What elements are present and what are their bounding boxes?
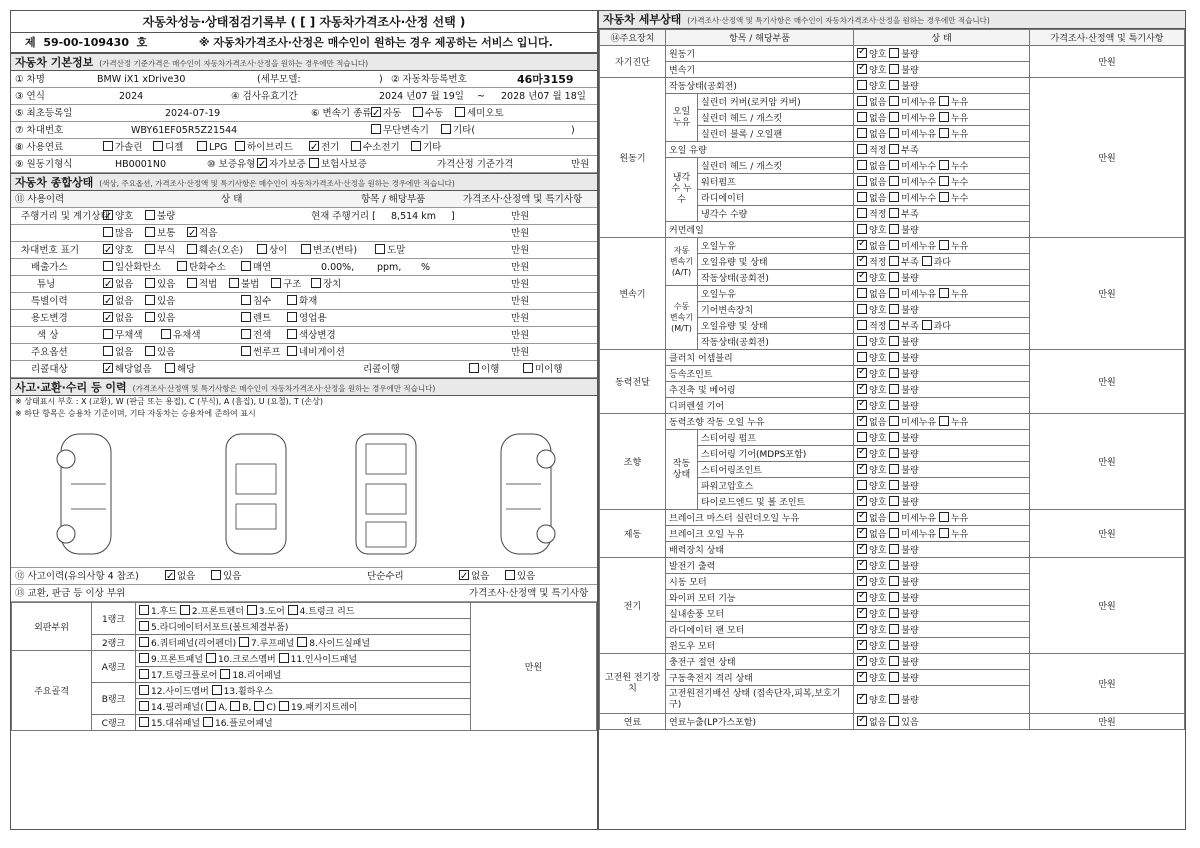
checkbox[interactable] (271, 278, 281, 288)
checkbox[interactable] (375, 244, 385, 254)
checkbox[interactable] (145, 346, 155, 356)
checkbox[interactable] (103, 329, 113, 339)
checkbox[interactable] (459, 570, 469, 580)
checkbox[interactable] (857, 464, 867, 474)
checkbox[interactable] (103, 261, 113, 271)
checkbox[interactable] (351, 141, 361, 151)
checkbox[interactable] (241, 295, 251, 305)
cert-no-suffix: 호 (136, 36, 148, 49)
checkbox[interactable] (241, 346, 251, 356)
checkbox[interactable] (411, 141, 421, 151)
checkbox[interactable] (161, 329, 171, 339)
cert-no: 59-00-109430 (43, 36, 129, 49)
checkbox[interactable] (230, 701, 240, 711)
checkbox[interactable] (857, 96, 867, 106)
checkbox[interactable] (857, 176, 867, 186)
checkbox[interactable] (889, 288, 899, 298)
checkbox[interactable] (287, 295, 297, 305)
checkbox[interactable] (889, 160, 899, 170)
checkbox[interactable] (103, 312, 113, 322)
checkbox[interactable] (197, 141, 207, 151)
overall-section-title: 자동차 종합상태 (색상, 주요옵션, 가격조사·산정액 및 특기사항은 매수인이 자동차가격조사·산정을 원하는 경우에만 적습니다) (11, 173, 597, 191)
car-name: BMW iX1 xDrive30 (97, 74, 186, 85)
checkbox[interactable] (857, 544, 867, 554)
overall-status: ⑪ 사용이력 상 태 항목 / 해당부품 가격조사·산정액 및 특기사항 주행거리 및 계기상태 ✓ 양호 불량 현재 주행거리 [ 8,514 km ] 만원 많음 보통 ✓ 적음 만원 차대번호 표기 ✓ 양호 부식 훼손(오손) 상이 변조(변타) 도말 만원 배출가스 일산화탄소 탄화수소 매연 0.00%, ppm, % 만원 튜닝 ✓ 없음 있음 적법 불법 구조 장치 만원 특별이력 ✓ 없음 있음 침수 화재 만원 용도변경 ✓ 없음 있음 렌트 영업용 만원 색 상 무채색 유채색 전색 색상변경 만원 주요옵션 없음 있음 썬루프 네비게이션 만원 리콜대상 ✓ 해당없음 해당 리콜이행 이행 미이행 (11, 191, 597, 378)
checkbox[interactable] (889, 64, 899, 74)
checkbox[interactable] (857, 694, 867, 704)
car-diagram (11, 420, 597, 568)
checkbox[interactable] (371, 107, 381, 117)
checkbox[interactable] (441, 124, 451, 134)
checkbox[interactable] (857, 448, 867, 458)
checkbox[interactable] (889, 560, 899, 570)
checkbox[interactable] (220, 669, 230, 679)
parts-table: 외판부위 1랭크 1.후드 2.프론트펜더 3.도어 4.트렁크 리드 만원 5.라디에이터서포트(볼트체결부품) 2랭크 6.쿼터패널(리어펜더) 7.루프패널 8.사이드실패널 주요골격 A랭크 9.프론트패널 10.크로스멤버 11.인사이드패널 17.트렁크플로어 18.리어패널 B랭크 12.사이드멤버 13.휠하우스 14.필러패널( A, B, C) 19.패키지트레이 C랭크 15.대쉬패널 16.플로어패널 (11, 602, 597, 731)
checkbox[interactable] (139, 621, 149, 631)
checkbox[interactable] (857, 416, 867, 426)
checkbox[interactable] (889, 656, 899, 666)
checkbox[interactable] (889, 512, 899, 522)
checkbox[interactable] (857, 496, 867, 506)
checkbox[interactable] (505, 570, 515, 580)
checkbox[interactable] (889, 256, 899, 266)
form-title: 자동차성능·상태점검기록부 ( [ ] 자동차가격조사·산정 선택 ) (11, 11, 597, 33)
checkbox[interactable] (212, 685, 222, 695)
legend-1: ※ 상태표시 부호 : X (교환), W (판금 또는 용접), C (부식), A (흠집), U (요철), T (손상) (15, 397, 324, 406)
checkbox[interactable] (857, 608, 867, 618)
checkbox[interactable] (889, 208, 899, 218)
checkbox[interactable] (241, 329, 251, 339)
checkbox[interactable] (139, 669, 149, 679)
checkbox[interactable] (857, 288, 867, 298)
checkbox[interactable] (922, 256, 932, 266)
checkbox[interactable] (889, 480, 899, 490)
checkbox[interactable] (889, 694, 899, 704)
checkbox[interactable] (469, 363, 479, 373)
checkbox[interactable] (889, 448, 899, 458)
checkbox[interactable] (939, 528, 949, 538)
checkbox[interactable] (455, 107, 465, 117)
checkbox[interactable] (103, 295, 113, 305)
checkbox[interactable] (257, 244, 267, 254)
checkbox[interactable] (247, 605, 257, 615)
checkbox[interactable] (857, 80, 867, 90)
checkbox[interactable] (889, 112, 899, 122)
checkbox[interactable] (857, 560, 867, 570)
checkbox[interactable] (279, 701, 289, 711)
checkbox[interactable] (889, 384, 899, 394)
checkbox[interactable] (889, 352, 899, 362)
checkbox[interactable] (301, 244, 311, 254)
checkbox[interactable] (145, 244, 155, 254)
cert-no-label: 제 (25, 36, 36, 49)
checkbox[interactable] (857, 304, 867, 314)
checkbox[interactable] (939, 240, 949, 250)
checkbox[interactable] (857, 128, 867, 138)
checkbox[interactable] (103, 346, 113, 356)
checkbox[interactable] (235, 141, 245, 151)
checkbox[interactable] (889, 496, 899, 506)
checkbox[interactable] (857, 716, 867, 726)
checkbox[interactable] (857, 192, 867, 202)
checkbox[interactable] (139, 717, 149, 727)
checkbox[interactable] (939, 512, 949, 522)
checkbox[interactable] (857, 400, 867, 410)
checkbox[interactable] (279, 653, 289, 663)
checkbox[interactable] (241, 312, 251, 322)
checkbox[interactable] (139, 653, 149, 663)
cert-line (11, 33, 597, 53)
checkbox[interactable] (206, 701, 216, 711)
checkbox[interactable] (939, 160, 949, 170)
checkbox[interactable] (165, 570, 175, 580)
checkbox[interactable] (857, 672, 867, 682)
checkbox[interactable] (889, 272, 899, 282)
car-frame-icon (331, 424, 441, 564)
checkbox[interactable] (857, 224, 867, 234)
car-side-left-icon (41, 424, 131, 564)
checkbox[interactable] (939, 416, 949, 426)
checkbox[interactable] (889, 432, 899, 442)
checkbox[interactable] (857, 528, 867, 538)
checkbox[interactable] (857, 432, 867, 442)
checkbox[interactable] (889, 528, 899, 538)
detail-table: ⑭주요장치 항목 / 해당부품 상 태 가격조사·산정액 및 특기사항 자기진단 원동기 ✓ 양호 불량 만원 변속기 ✓ 양호 불량 원동기 작동상태(공회전) 양호 불량 만원 오일 누유 실린더 커버(로커암 커버) 없음 미세누유 누유 실린더 헤드 / 개스킷 없음 미세누유 누유 실린더 블록 / 오일팬 없음 미세누유 누유 오일 유량 적정 부족 냉각수 누수 실린더 헤드 / 개스킷 없음 미세누수 누수 워터펌프 없음 미세누수 누수 라디에이터 없음 미세누수 누수 냉각수 수량 적정 부족 커먼레일 양호 불량 변속기 자동 변속기 (A/T) 오일누유 ✓ 없음 미세누유 누유 만원 오일유량 및 상태 ✓ 적정 부족 과다 작동상태(공회전) ✓ 양호 불량 수동 변속기 (M/T) 오일누유 없음 미세누유 누유 기어변속장치 양호 불량 오일유량 및 상태 적정 부족 과다 작동상태(공회전) 양호 불량 동력전달 클러치 어셈블리 양호 불량 만원 등속조인트 ✓ 양호 불량 추진축 및 베어링 ✓ 양호 불량 디퍼렌셜 기어 ✓ 양호 불량 조향 동력조향 작동 오일 누유 ✓ 없음 미세누유 누유 만원 작동 상태 스티어링 펌프 양호 불량 스티어링 기어(MDPS포함) ✓ 양호 불량 스티어링조인트 ✓ 양호 불량 파워고압호스 양호 불량 타이로드엔드 및 볼 조인트 ✓ 양호 불량 제동 브레이크 마스터 실린더오일 누유 ✓ 없음 미세누유 누유 만원 브레이크 오일 누유 ✓ 없음 미세누유 누유 배력장치 상태 ✓ 양호 불량 전기 발전기 출력 ✓ 양호 불량 만원 시동 모터 ✓ 양호 불량 와이퍼 모터 기능 ✓ 양호 불량 실내송풍 모터 ✓ 양호 불량 라디에이터 팬 모터 ✓ 양호 불량 윈도우 모터 ✓ 양호 불량 고전원 전기장치 충전구 절연 상태 ✓ 양호 불량 만원 구동축전지 격리 상태 ✓ 양호 불량 고전원전기배선 상태 (접속단자,피복,보호기구) ✓ 양호 불량 연료 연료누출(LP가스포함) ✓ 없음 있음 만원 (599, 29, 1185, 730)
checkbox[interactable] (857, 480, 867, 490)
checkbox[interactable] (371, 124, 381, 134)
checkbox[interactable] (889, 128, 899, 138)
checkbox[interactable] (287, 312, 297, 322)
checkbox[interactable] (889, 96, 899, 106)
checkbox[interactable] (939, 192, 949, 202)
checkbox[interactable] (889, 176, 899, 186)
checkbox[interactable] (103, 363, 113, 373)
checkbox[interactable] (297, 637, 307, 647)
checkbox[interactable] (889, 304, 899, 314)
accident-section-title: 사고·교환·수리 등 이력 (가격조사·산정액 및 특기사항은 매수인이 자동차가격조사·산정을 원하는 경우에만 적습니다) (11, 378, 597, 396)
checkbox[interactable] (939, 176, 949, 186)
checkbox[interactable] (857, 656, 867, 666)
legend-2: ※ 하단 항목은 승용차 기준이며, 기타 자동차는 승용차에 준하여 표시 (15, 409, 256, 418)
checkbox[interactable] (103, 141, 113, 151)
checkbox[interactable] (211, 570, 221, 580)
checkbox[interactable] (939, 288, 949, 298)
engine-type: HB0001N0 (115, 159, 166, 170)
checkbox[interactable] (187, 278, 197, 288)
checkbox[interactable] (523, 363, 533, 373)
checkbox[interactable] (103, 278, 113, 288)
checkbox[interactable] (889, 624, 899, 634)
checkbox[interactable] (889, 80, 899, 90)
checkbox[interactable] (889, 544, 899, 554)
checkbox[interactable] (145, 278, 155, 288)
checkbox[interactable] (857, 240, 867, 250)
checkbox[interactable] (857, 64, 867, 74)
checkbox[interactable] (311, 278, 321, 288)
checkbox[interactable] (889, 320, 899, 330)
checkbox[interactable] (889, 336, 899, 346)
checkbox[interactable] (857, 272, 867, 282)
checkbox[interactable] (889, 144, 899, 154)
checkbox[interactable] (257, 158, 267, 168)
checkbox[interactable] (139, 637, 149, 647)
checkbox[interactable] (187, 227, 197, 237)
reg-no: 46마3159 (517, 73, 574, 86)
checkbox[interactable] (309, 158, 319, 168)
checkbox[interactable] (309, 141, 319, 151)
checkbox[interactable] (145, 210, 155, 220)
checkbox[interactable] (857, 208, 867, 218)
right-sheet (598, 10, 1186, 830)
checkbox[interactable] (889, 48, 899, 58)
checkbox[interactable] (939, 128, 949, 138)
checkbox[interactable] (203, 717, 213, 727)
checkbox[interactable] (857, 512, 867, 522)
checkbox[interactable] (857, 160, 867, 170)
checkbox[interactable] (103, 227, 113, 237)
checkbox[interactable] (206, 653, 216, 663)
checkbox[interactable] (103, 244, 113, 254)
checkbox[interactable] (889, 224, 899, 234)
checkbox[interactable] (889, 672, 899, 682)
car-side-right-icon (481, 424, 571, 564)
checkbox[interactable] (857, 576, 867, 586)
first-reg: 2024-07-19 (165, 108, 221, 119)
basic-info: ① 차명 BMW iX1 xDrive30 (세부모델: ) ② 자동차등록번호 46마3159 ③ 연식 2024 ④ 검사유효기간 2024 년07 월 19일 ~ 2028 년07 월 18일 ⑤ 최초등록일 2024-07-19 ⑥ 변속기 종류 ✓ 자동 수동 세미오토 ⑦ 차대번호 WBY61EF05R5Z21544 무단변속기 기타( ) ⑧ 사용연료 가솔린 디젤 LPG 하이브리드 ✓ 전기 수소전기 기타 ⑨ 원동기형식 HB0001N0 ⑩ 보증유형 ✓ 자가보증 보험사보증 가격산정 기준가격 만원 (11, 71, 597, 173)
checkbox[interactable] (889, 592, 899, 602)
checkbox[interactable] (889, 716, 899, 726)
checkbox[interactable] (857, 384, 867, 394)
cert-notice: ※ 자동차가격조사·산정은 매수인이 원하는 경우 제공하는 서비스 입니다. (198, 36, 553, 49)
checkbox[interactable] (165, 363, 175, 373)
checkbox[interactable] (857, 368, 867, 378)
checkbox[interactable] (139, 685, 149, 695)
checkbox[interactable] (239, 637, 249, 647)
checkbox[interactable] (145, 227, 155, 237)
checkbox[interactable] (145, 295, 155, 305)
checkbox[interactable] (287, 346, 297, 356)
checkbox[interactable] (103, 210, 113, 220)
checkbox[interactable] (889, 240, 899, 250)
checkbox[interactable] (177, 261, 187, 271)
checkbox[interactable] (889, 368, 899, 378)
checkbox[interactable] (241, 261, 251, 271)
checkbox[interactable] (180, 605, 190, 615)
checkbox[interactable] (889, 192, 899, 202)
checkbox[interactable] (857, 112, 867, 122)
checkbox[interactable] (857, 336, 867, 346)
checkbox[interactable] (857, 144, 867, 154)
checkbox[interactable] (857, 48, 867, 58)
checkbox[interactable] (889, 640, 899, 650)
checkbox[interactable] (939, 96, 949, 106)
left-sheet: 자동차성능·상태점검기록부 ( [ ] 자동차가격조사·산정 선택 ) 제 59-00-109430 호 ※ 자동차가격조사·산정은 매수인이 원하는 경우 제공하는 서비스 입니다. 자동차 기본정보 (가격산정 기준가격은 매수인이 자동차가격조사·산정을 원하는 경우에만 적습니다) ① 차명 BMW iX1 xDrive30 (세부모델: ) ② 자동차등록번호 46마3159 ③ 연식 2024 ④ 검사유효기간 2024 년07 월 19일 ~ 2028 년07 월 18일 ⑤ 최초등록일 2024-07-19 ⑥ 변속기 종류 ✓ 자동 수동 세미오토 ⑦ 차대번호 WBY61EF05R5Z21544 무단변속기 기타( ) ⑧ 사용연료 가솔린 디젤 LPG 하이브리드 ✓ 전기 수소전기 기타 ⑨ 원동기형식 HB0001N0 ⑩ 보증유형 ✓ 자가보증 보험사보증 가격산정 기준가격 만원 자동차 종합상태 (색상, 주요옵션, 가격조사·산정액 및 특기사항은 매수인이 자동차가격조사·산정을 원하는 경우에만 적습니다) ⑪ 사용이력 상 태 항목 / 해당부품 가격조사·산정액 및 특기사항 주행거리 및 계기상태 ✓ 양호 불량 현재 주행거리 [ 8,514 km ] 만원 많음 보통 ✓ 적음 만원 차대번호 표기 ✓ 양호 부식 훼손(오손) 상이 변조(변타) 도말 만원 배출가스 일산화탄소 탄화수소 매연 0.00%, ppm, % 만원 튜닝 ✓ 없음 있음 적법 불법 구조 장치 만원 특별이력 ✓ 없음 있음 침수 화재 만원 용도변경 ✓ 없음 있음 렌트 영업용 만원 색 상 무채색 유채색 전색 색상변경 만원 주요옵션 없음 있음 썬루프 네비게이션 만원 리콜대상 ✓ 해당없음 해당 리콜이행 이행 미이행 사고·교환·수리 등 이력 (가격조사·산정액 및 특기사항은 매수인이 자동차가격조사·산정을 원하는 경우에만 적습니다) ※ 상태표시 부호 : X (교환), W (판금 또는 용접), C (부식), A (흠집), U (요철), T (손상) ※ 하단 항목은 승용차 기준이며, 기타 자동차는 승용차에 준하여 표시 ⑫ 사고이력(유의사항 4 참조) ✓ 없음 있음 단순수리 ✓ 없음 있음 ⑬ 교환, 판금 등 이상 부위 가격조사·산정액 및 특기사항 외판부위 1랭크 1.후드 2.프론트펜더 3.도어 4.트렁크 리드 만원 5.라디에이터서포트(볼트체결부품) 2랭크 6.쿼터패널(리어펜더) 7.루프패널 8.사이드실패널 주요골격 A랭크 9.프론트패널 10.크로스멤버 11.인사이드패널 17.트렁크플로어 18.리어패널 B랭크 12.사이드멤버 13.휠하우스 14.필러패널( A, B, C) 19.패키지트레이 C랭크 15.대쉬패널 16.플로어패널 (10, 10, 598, 830)
checkbox[interactable] (857, 256, 867, 266)
checkbox[interactable] (139, 701, 149, 711)
checkbox[interactable] (139, 605, 149, 615)
checkbox[interactable] (145, 312, 155, 322)
basic-section-title: 자동차 기본정보 (가격산정 기준가격은 매수인이 자동차가격조사·산정을 원하는 경우에만 적습니다) (11, 53, 597, 71)
checkbox[interactable] (857, 640, 867, 650)
checkbox[interactable] (889, 416, 899, 426)
checkbox[interactable] (288, 605, 298, 615)
checkbox[interactable] (857, 592, 867, 602)
checkbox[interactable] (857, 320, 867, 330)
checkbox[interactable] (922, 320, 932, 330)
car-top-icon (201, 424, 311, 564)
checkbox[interactable] (889, 464, 899, 474)
checkbox[interactable] (287, 329, 297, 339)
checkbox[interactable] (857, 624, 867, 634)
checkbox[interactable] (229, 278, 239, 288)
detail-section-title: 자동차 세부상태 (가격조사·산정액 및 특기사항은 매수인이 자동차가격조사·산정을 원하는 경우에만 적습니다) (599, 11, 1185, 29)
checkbox[interactable] (889, 608, 899, 618)
checkbox[interactable] (857, 352, 867, 362)
checkbox[interactable] (187, 244, 197, 254)
checkbox[interactable] (939, 112, 949, 122)
checkbox[interactable] (254, 701, 264, 711)
checkbox[interactable] (153, 141, 163, 151)
checkbox[interactable] (413, 107, 423, 117)
mileage-value: 8,514 km (391, 211, 436, 222)
checkbox[interactable] (889, 400, 899, 410)
vin: WBY61EF05R5Z21544 (131, 125, 238, 136)
checkbox[interactable] (889, 576, 899, 586)
year: 2024 (119, 91, 144, 102)
